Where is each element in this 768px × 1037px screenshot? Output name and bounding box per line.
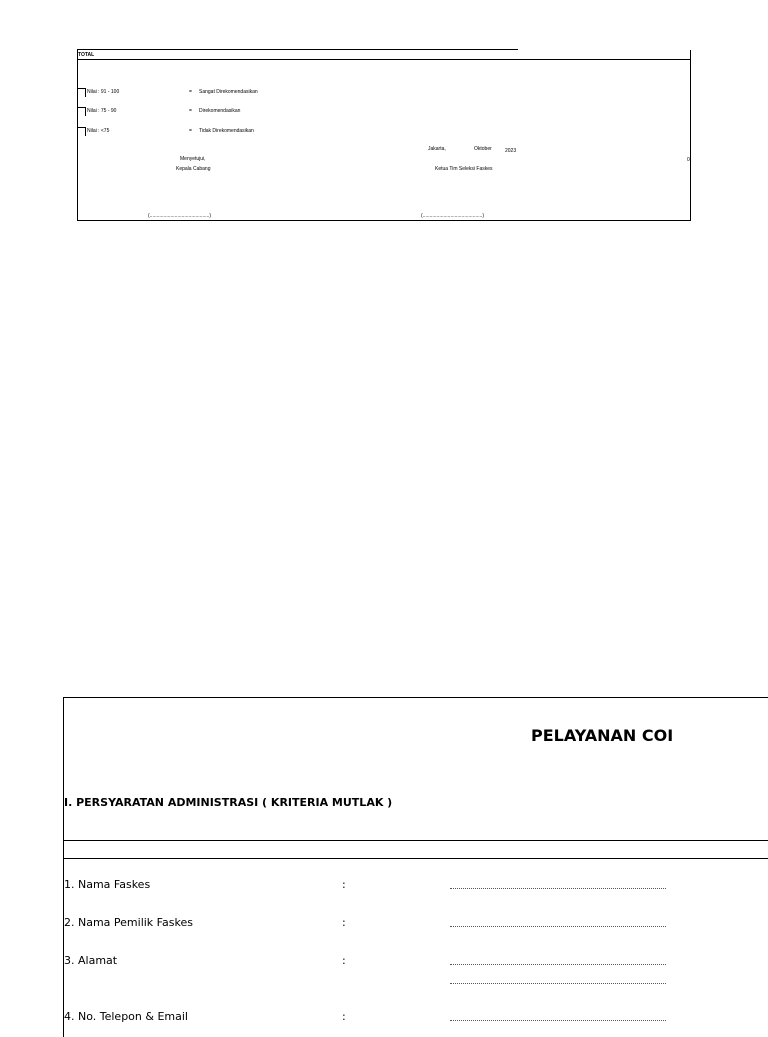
- form-title: PELAYANAN COI: [531, 726, 674, 745]
- field-input-nama-faskes[interactable]: [450, 888, 666, 889]
- criteria-result-1: Sangat Direkomendasikan: [199, 89, 258, 95]
- scoring-summary-box: [77, 50, 691, 221]
- signing-place: Jakarta,: [428, 146, 446, 152]
- signing-month: Oktober: [474, 146, 492, 152]
- committee-title: Ketua Tim Seleksi Faskes: [435, 166, 493, 172]
- criteria-eq-2: =: [189, 108, 192, 114]
- field-colon-2: :: [342, 916, 346, 929]
- field-label-nama-faskes: 1. Nama Faskes: [64, 878, 151, 891]
- signing-year: 2023: [505, 148, 517, 154]
- field-input-alamat-2[interactable]: [450, 983, 666, 984]
- section-rule-2: [63, 858, 768, 859]
- field-colon-3: :: [342, 954, 346, 967]
- section-heading: I. PERSYARATAN ADMINISTRASI ( KRITERIA MUTLAK ): [64, 796, 393, 809]
- field-label-telepon-email: 4. No. Telepon & Email: [64, 1010, 188, 1023]
- total-label: TOTAL: [78, 52, 95, 58]
- approve-label: Menyetujui,: [180, 156, 206, 162]
- criteria-checkbox-2[interactable]: [77, 107, 86, 116]
- criteria-range-2: Nilai : 75 - 90: [87, 108, 117, 114]
- field-input-telepon-email[interactable]: [450, 1020, 666, 1021]
- field-label-alamat: 3. Alamat: [64, 954, 118, 967]
- top-rule: [77, 49, 518, 50]
- field-colon-1: :: [342, 878, 346, 891]
- section-rule-1: [63, 840, 768, 841]
- criteria-checkbox-3[interactable]: [77, 127, 86, 136]
- total-row-rule: [77, 59, 691, 60]
- field-colon-4: :: [342, 1010, 346, 1023]
- signature-right: (...........................................): [421, 213, 485, 219]
- field-input-nama-pemilik[interactable]: [450, 926, 666, 927]
- criteria-range-3: Nilai : <75: [87, 128, 110, 134]
- criteria-result-2: Direkomendasikan: [199, 108, 241, 114]
- field-label-nama-pemilik: 2. Nama Pemilik Faskes: [64, 916, 193, 929]
- criteria-eq-3: =: [189, 128, 192, 134]
- criteria-checkbox-1[interactable]: [77, 88, 86, 97]
- criteria-range-1: Nilai : 91 - 100: [87, 89, 120, 95]
- right-edge-value: 0: [687, 157, 690, 163]
- approve-title: Kepala Cabang: [176, 166, 211, 172]
- criteria-result-3: Tidak Direkomendasikan: [199, 128, 254, 134]
- signature-left: (...........................................): [148, 213, 212, 219]
- administration-form-box: [63, 697, 768, 1037]
- field-input-alamat-1[interactable]: [450, 964, 666, 965]
- criteria-eq-1: =: [189, 89, 192, 95]
